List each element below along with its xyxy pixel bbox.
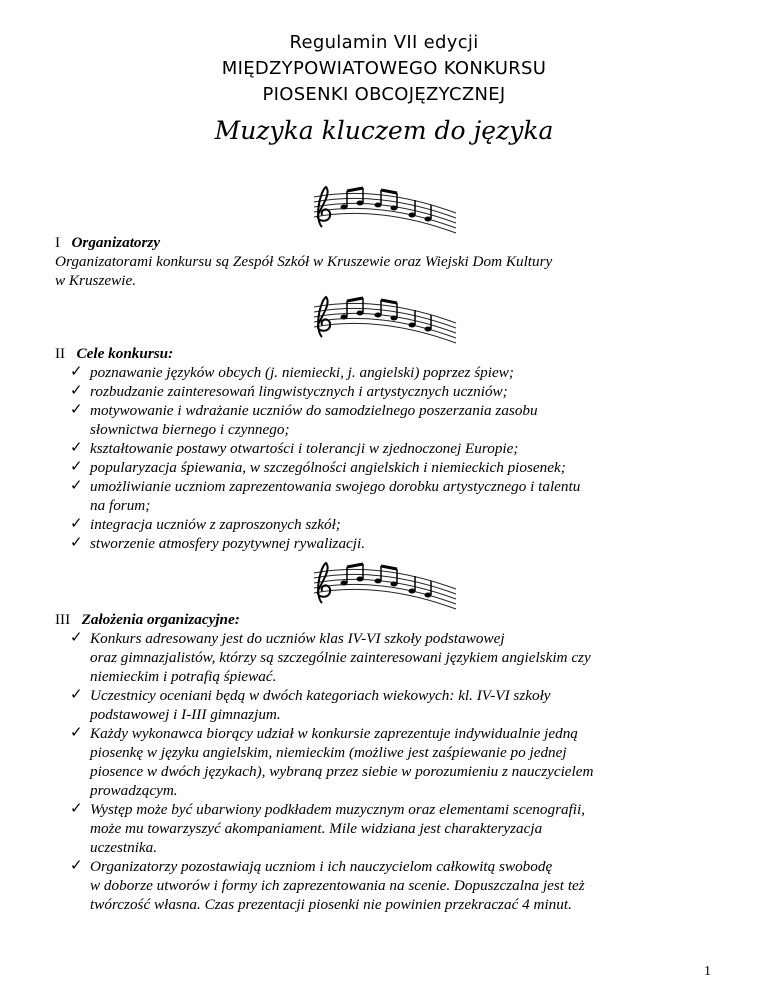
list-item-continuation: może mu towarzyszyć akompaniament. Mile widziana jest charakteryzacja — [90, 820, 543, 837]
section-1-text-line: Organizatorami konkursu są Zespół Szkół w Kruszewie oraz Wiejski Dom Kultury — [55, 253, 553, 270]
music-notes-icon — [310, 559, 460, 611]
list-item-continuation: oraz gimnazjalistów, którzy są szczególnie zainteresowani językiem angielskim czy — [90, 649, 591, 666]
checkmark-icon: ✓ — [70, 402, 83, 418]
checkmark-icon: ✓ — [70, 516, 83, 532]
section-1-numeral: I — [55, 234, 61, 251]
section-3-heading — [55, 610, 240, 630]
checkmark-icon: ✓ — [70, 801, 83, 817]
section-2-numeral: II — [55, 345, 66, 362]
music-notes-icon — [310, 183, 460, 235]
list-item-continuation: prowadzącym. — [90, 782, 178, 799]
section-1-heading — [55, 233, 160, 253]
section-1-text-line: w Kruszewie. — [55, 272, 137, 289]
checkmark-icon: ✓ — [70, 630, 83, 646]
list-item-continuation: słownictwa biernego i czynnego; — [90, 421, 290, 438]
checkmark-icon: ✓ — [70, 535, 83, 551]
checkmark-icon: ✓ — [70, 478, 83, 494]
list-item-continuation: w doborze utworów i formy ich zaprezentowania na scenie. Dopuszczalna jest też — [90, 877, 585, 894]
checkmark-icon: ✓ — [70, 725, 83, 741]
checkmark-icon: ✓ — [70, 440, 83, 456]
title-line-2: MIĘDZYPOWIATOWEGO KONKURSU — [221, 58, 547, 79]
title-line-1: Regulamin VII edycji — [289, 32, 479, 53]
list-item-continuation: piosence w dwóch językach), wybraną przez siebie w porozumieniu z nauczycielem — [90, 763, 594, 780]
list-item-continuation: niemieckim i potrafią śpiewać. — [90, 668, 277, 685]
page-number: 1 — [704, 964, 711, 979]
section-3-numeral: III — [55, 611, 71, 628]
checkmark-icon: ✓ — [70, 364, 83, 380]
list-item-continuation: piosenkę w języku angielskim, niemieckim (możliwe jest zaśpiewanie po jednej — [90, 744, 567, 761]
checkmark-icon: ✓ — [70, 383, 83, 399]
motto: Muzyka kluczem do języka — [214, 116, 554, 145]
music-notes-icon — [310, 293, 460, 345]
title-line-3: PIOSENKI OBCOJĘZYCZNEJ — [262, 84, 506, 105]
section-2-heading — [55, 344, 173, 364]
section-3-title: Założenia organizacyjne: — [81, 611, 240, 628]
section-2-title: Cele konkursu: — [76, 345, 174, 362]
checkmark-icon: ✓ — [70, 459, 83, 475]
list-item-continuation: uczestnika. — [90, 839, 158, 856]
list-item-continuation: twórczość własna. Czas prezentacji piosenki nie powinien przekraczać 4 minut. — [90, 896, 572, 913]
section-1-title: Organizatorzy — [71, 234, 161, 251]
list-item-continuation: podstawowej i I-III gimnazjum. — [90, 706, 281, 723]
list-item-continuation: na forum; — [90, 497, 151, 514]
checkmark-icon: ✓ — [70, 858, 83, 874]
checkmark-icon: ✓ — [70, 687, 83, 703]
